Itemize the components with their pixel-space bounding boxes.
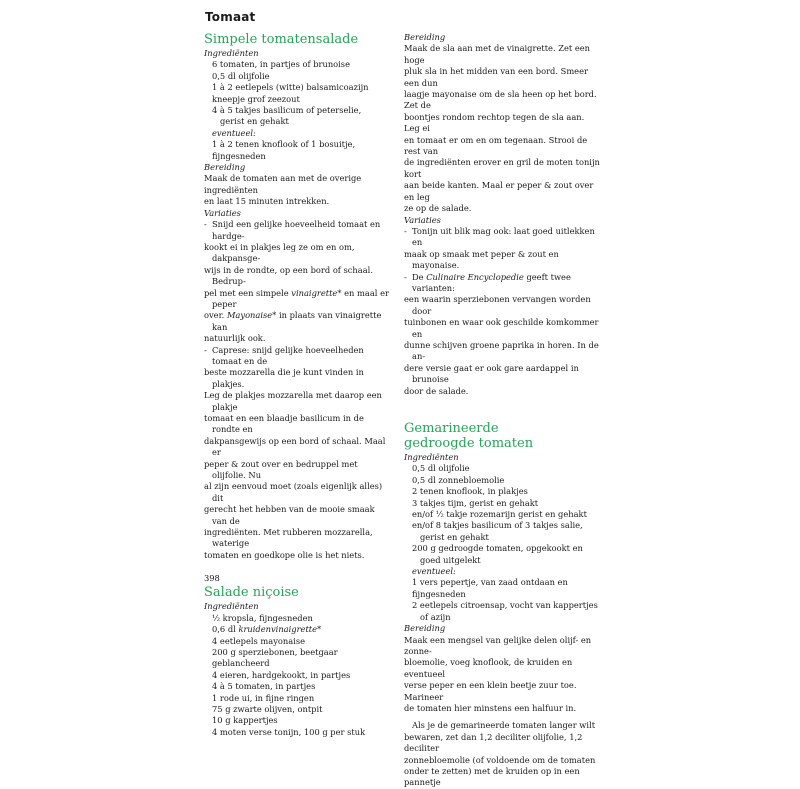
preparation-label: Bereiding <box>404 623 446 634</box>
ingredient-item: 2 tenen knoflook, in plakjes <box>412 486 528 497</box>
ingredient-item: kneepje grof zeezout <box>212 93 300 104</box>
ingredient-item: 0,6 dl kruidenvinaigrette* <box>212 624 322 635</box>
ingredient-item: 4 moten verse tonijn, 100 g per stuk <box>212 726 366 737</box>
variation-item: - Tonijn uit blik mag ook: laat goed uitlekken en maak op smaak met peper & zout en mayonaise. <box>404 225 595 271</box>
page-number: 398 <box>204 573 220 583</box>
ingredient-item: 200 g sperziebonen, beetgaar geblancheerd <box>212 646 338 669</box>
variations-label: Variaties <box>204 207 241 218</box>
ingredient-item: 75 g zwarte olijven, ontpit <box>212 703 323 714</box>
recipe-title-gemarineerde: Gemarineerde gedroogde tomaten <box>404 421 534 451</box>
preparation-line: laagje mayonaise om de sla heen op het bord. Zet de <box>404 89 597 111</box>
recipe-title-simpele: Simpele tomatensalade <box>204 32 359 47</box>
ingredients-label: Ingrediënten <box>204 48 259 58</box>
optional-label: eventueel: <box>212 127 256 138</box>
preparation-label: Bereiding <box>404 32 446 42</box>
preparation-line: zonnebloemolie (of voldoende om de tomaten <box>404 754 596 765</box>
preparation-line: Maak de tomaten aan met de overige ingrediënten <box>204 173 362 195</box>
ingredient-item: 6 tomaten, in partjes of brunoise <box>212 59 350 70</box>
ingredient-item: 4 à 5 tomaten, in partjes <box>212 681 316 692</box>
preparation-line: Maak de sla aan met de vinaigrette. Zet een hoge <box>404 43 591 65</box>
ingredient-item: goed uitgelekt <box>420 554 481 565</box>
variation-item: - Snijd een gelijke hoeveelheid tomaat en hardge- kookt ei in plakjes leg ze om en om, dakpansge- wijs in de rondte, op een bord of schaal. Bedrup- pel met een simpele vinaigrette* en maal er peper over. Mayonaise* in plaats van vinaigrette kan natuurlijk ook. <box>204 219 389 344</box>
ingredient-item: 4 eetlepels mayonaise <box>212 635 306 646</box>
ingredient-item: ½ kropsla, fijngesneden <box>212 612 313 623</box>
recipe-title-nicoise: Salade niçoise <box>204 585 299 601</box>
left-column <box>204 32 392 738</box>
ingredient-item: en/of 8 takjes basilicum of 3 takjes salie, <box>412 520 583 531</box>
ingredient-item: gerist en gehakt <box>220 116 289 127</box>
ingredient-item: 4 eieren, hardgekookt, in partjes <box>212 669 351 680</box>
ingredient-item: 200 g gedroogde tomaten, opgekookt en <box>412 543 583 554</box>
ingredient-item: 1 à 2 tenen knoflook of 1 bosuitje, fijngesneden <box>212 139 356 161</box>
preparation-line: onder te zetten) met de kruiden op in een pannetje <box>404 765 580 788</box>
ingredients-label: Ingrediënten <box>404 452 459 462</box>
preparation-line: verse peper en een klein beetje zuur toe. Marineer <box>404 680 577 702</box>
ingredient-item: 1 à 2 eetlepels (witte) balsamicoazijn <box>212 82 369 93</box>
preparation-line: ze op de salade. <box>404 203 472 214</box>
preparation-line: de ingrediënten erover en gril de moten tonijn kort <box>404 157 600 179</box>
variation-item: - Caprese: snijd gelijke hoeveelheden tomaat en de beste mozzarella die je kunt vinden in plakjes. Leg de plakjes mozzarella met daarop een plakje tomaat en een blaadje basilicum in de rondte en dakpansgewijs op een bord of schaal. Maal er peper & zout over en bedruppel met olijfolie. Nu al zijn eenvoud moet (zoals eigenlijk alles) dit gerecht het hebben van de mooie smaak van de ingrediënten. Met rubberen mozzarella, waterige tomaten en goedkope olie is het niets. <box>204 344 386 560</box>
variation-item: - De Culinaire Encyclopedie geeft twee varianten: een waarin sperziebonen vervangen worden door tuinbonen en waar ook geschilde komkommer en dunne schijven groene paprika in horen. In de an- dere versie gaat er ook gare aardappel in brunoise door de salade. <box>404 271 599 396</box>
ingredient-item: 0,5 dl olijfolie <box>412 463 470 474</box>
ingredient-item: 0,5 dl zonnebloemolie <box>412 474 505 485</box>
variations-label: Variaties <box>404 214 441 225</box>
ingredient-item: 1 vers pepertje, van zaad ontdaan en fijngesneden <box>412 577 568 599</box>
preparation-line: de tomaten hier minstens een halfuur in. <box>404 702 577 713</box>
ingredient-item: en/of ½ takje rozemarijn gerist en gehakt <box>412 509 587 520</box>
ingredient-item: 3 takjes tijm, gerist en gehakt <box>412 497 539 508</box>
preparation-line: Maak een mengsel van gelijke delen olijf- en zonne- <box>404 634 592 656</box>
ingredient-item: 2 eetlepels citroensap, vocht van kappertjes <box>412 600 598 611</box>
ingredient-item: 10 g kappertjes <box>212 715 278 726</box>
preparation-line: aan beide kanten. Maal er peper & zout over en leg <box>404 180 594 202</box>
preparation-line: pluk sla in het midden van een bord. Smeer een dun <box>404 66 588 88</box>
preparation-line: Als je de gemarineerde tomaten langer wilt <box>412 720 596 731</box>
ingredient-item: of azijn <box>420 611 451 622</box>
ingredient-item: gerist en gehakt <box>420 531 489 542</box>
ingredient-item: 4 à 5 takjes basilicum of peterselie, <box>212 105 362 116</box>
ingredient-item: 0,5 dl olijfolie <box>212 70 270 81</box>
preparation-line: boontjes rondom rechtop tegen de sla aan. Leg ei <box>404 111 585 134</box>
preparation-line: bewaren, zet dan 1,2 deciliter olijfolie, 1,2 deciliter <box>404 731 583 754</box>
ingredients-label: Ingrediënten <box>204 601 259 612</box>
preparation-line: bloemolie, voeg knoflook, de kruiden en eventueel <box>404 657 573 679</box>
right-column <box>404 32 600 789</box>
preparation-label: Bereiding <box>204 162 246 173</box>
optional-label: eventueel: <box>412 566 456 577</box>
preparation-line: en tomaat er om en om tegenaan. Strooi de rest van <box>404 134 588 157</box>
preparation-line: en laat 15 minuten intrekken. <box>204 196 330 207</box>
ingredient-item: 1 rode ui, in fijne ringen <box>212 692 315 703</box>
page-header-title: Tomaat <box>205 10 256 24</box>
